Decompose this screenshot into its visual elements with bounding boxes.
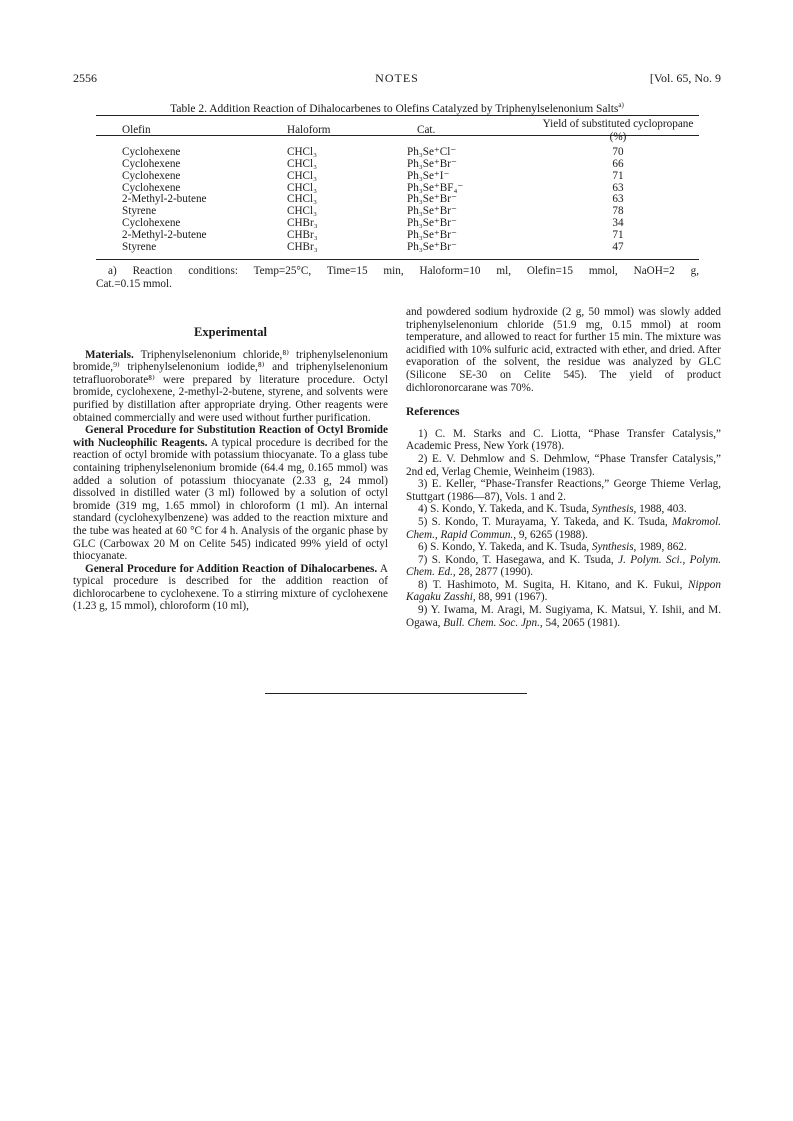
- reference-citation: 88, 991 (1967).: [475, 591, 548, 604]
- reference-journal: Synthesis,: [591, 503, 637, 516]
- cell-catalyst: Ph₃Se⁺Cl⁻: [407, 146, 457, 159]
- reference-citation: 9, 6265 (1988).: [516, 528, 588, 541]
- cell-yield: 63: [612, 193, 624, 206]
- reference-text: 4) S. Kondo, Y. Takeda, and K. Tsuda,: [418, 503, 592, 516]
- cell-yield: 66: [612, 157, 624, 170]
- cell-olefin: Cyclohexene: [122, 146, 181, 159]
- reference-item: [406, 579, 721, 604]
- cell-catalyst: Ph₃Se⁺BF₄⁻: [407, 181, 464, 194]
- table-row: [96, 171, 699, 183]
- table-caption-mark: a): [618, 101, 624, 109]
- reference-citation: 28, 2877 (1990).: [455, 566, 534, 579]
- running-header: [73, 72, 721, 88]
- substitution-text: A typical procedure is decribed for the reaction of octyl bromide with potassium thiocyanate. To a glass tube containing triphenylselenonium bromide (64.4 mg, 0.165 mmol) was added a solution of potassium thiocyanate (2.33 g, 24 mmol) dissolved in distilled water (3 ml) followed by a solution of octyl bromide (319 mg, 1.65 mmol) in chloroform (1 ml). An internal standard (cyclohexylbenzene) was added to the reaction mixture and the tube was heated at 60 °C for 4 h. Analysis of the organic phase by GLC (Carbowax 20 M on Celite 545) indicated 99% yield of octyl thiocyanate.: [73, 436, 388, 563]
- volume-info: [Vol. 65, No. 9: [649, 71, 721, 85]
- addition-paragraph: [73, 563, 388, 613]
- cell-catalyst: Ph₃Se⁺Br⁻: [407, 240, 457, 253]
- cell-olefin: 2-Methyl-2-butene: [122, 193, 207, 206]
- cell-catalyst: Ph₃Se⁺Br⁻: [407, 205, 457, 218]
- cell-olefin: Cyclohexene: [122, 181, 181, 194]
- reference-journal: Nippon Kagaku Zasshi,: [406, 578, 721, 604]
- cell-haloform: CHBr₃: [287, 240, 318, 253]
- column-header-catalyst: Cat.: [417, 124, 436, 137]
- reference-text: 1) C. M. Starks and C. Liotta, “Phase Transfer Catalysis,” Academic Press, New York (1978).: [406, 427, 721, 453]
- table-header-row: [96, 118, 699, 143]
- cell-catalyst: Ph₃Se⁺Br⁻: [407, 193, 457, 206]
- reference-item: [406, 503, 721, 516]
- table-top-rule: [96, 115, 699, 116]
- table-row: [96, 242, 699, 254]
- reference-item: [406, 554, 721, 579]
- reference-citation: 1988, 403.: [636, 503, 687, 516]
- reference-journal: Bull. Chem. Soc. Jpn.,: [443, 616, 543, 629]
- cell-haloform: CHBr₃: [287, 216, 318, 229]
- reference-item: [406, 541, 721, 554]
- cell-haloform: CHBr₃: [287, 228, 318, 241]
- table-row: [96, 143, 699, 159]
- cell-catalyst: Ph₃Se⁺Br⁻: [407, 216, 457, 229]
- cell-olefin: Styrene: [122, 205, 157, 218]
- reference-text: 3) E. Keller, “Phase-Transfer Reactions,” George Thieme Verlag, Stuttgart (1986—87), Vols. 1 and 2.: [406, 478, 721, 503]
- reference-citation: 54, 2065 (1981).: [542, 616, 621, 629]
- cell-yield: 34: [612, 216, 624, 229]
- table-footnote-line1: a) Reaction conditions: Temp=25°C, Time=15 min, Haloform=10 ml, Olefin=15 mmol, NaOH=2 g,: [108, 265, 699, 277]
- reference-text: 6) S. Kondo, Y. Takeda, and K. Tsuda,: [418, 541, 592, 554]
- cell-olefin: Styrene: [122, 240, 157, 253]
- table-row: [96, 194, 699, 206]
- addition-continued-paragraph: and powdered sodium hydroxide (2 g, 50 mmol) was slowly added triphenylselenonium chloride (51.9 mg, 0.15 mmol) at room temperature, and allowed to react for further 15 min. The mixture was acidified with 10% sulfuric acid, extracted with ether, and dried. After evaporation of the solvent, the residue was analyzed by GLC (Silicone SE-30 on Celite 545). The yield of product dichloronorcarane was 70%.: [406, 306, 721, 394]
- table-row: [96, 218, 699, 230]
- references-heading: References: [406, 406, 460, 419]
- reference-text: 9) Y. Iwama, M. Aragi, M. Sugiyama, K. Matsui, Y. Ishii, and M. Ogawa,: [406, 604, 721, 629]
- materials-text: Triphenylselenonium chloride,⁸⁾ triphenylselenonium bromide,⁹⁾ triphenylselenonium iodide,⁸⁾ and triphenylselenonium tetrafluoroborate⁸⁾ were prepared by literature procedure. Octyl bromide, cyclohexene, 2-methyl-2-butene, styrene, and solvents were purified by distillation after appropriate drying. Other reagents were obtained commercially and were used without further purification.: [73, 348, 388, 424]
- cell-haloform: CHCl₃: [287, 157, 318, 170]
- cell-yield: 78: [612, 205, 624, 218]
- cell-yield: 71: [612, 169, 624, 182]
- right-column: [406, 306, 721, 629]
- reference-journal: J. Polym. Sci., Polym. Chem. Ed.,: [406, 553, 722, 579]
- column-header-olefin: Olefin: [122, 124, 151, 137]
- reference-item: [406, 428, 721, 453]
- reference-list: [406, 428, 721, 630]
- addition-text: A typical procedure is described for the addition reaction of dichlorocarbene to cyclohexene. To a stirring mixture of cyclohexene (1.23 g, 15 mmol), chloroform (10 ml),: [73, 562, 388, 613]
- cell-yield: 70: [612, 146, 624, 159]
- reference-item: [406, 604, 721, 629]
- cell-haloform: CHCl₃: [287, 193, 318, 206]
- materials-label: Materials.: [85, 348, 134, 361]
- substitution-label: General Procedure for Substitution Reaction of Octyl Bromide with Nucleophilic Reagents.: [73, 424, 388, 449]
- cell-catalyst: Ph₃Se⁺Br⁻: [407, 228, 457, 241]
- cell-yield: 71: [612, 228, 624, 241]
- table-row: [96, 230, 699, 242]
- table-footnote-line2: Cat.=0.15 mmol.: [96, 277, 172, 290]
- reference-text: 5) S. Kondo, T. Murayama, Y. Takeda, and K. Tsuda,: [418, 515, 672, 528]
- cell-haloform: CHCl₃: [287, 146, 318, 159]
- reference-journal: Makromol. Chem., Rapid Commun.,: [406, 515, 721, 541]
- end-rule: [265, 693, 527, 694]
- substitution-paragraph: [73, 424, 388, 563]
- reference-item: [406, 478, 721, 503]
- reference-journal: Synthesis,: [591, 541, 637, 554]
- addition-label: General Procedure for Addition Reaction of Dihalocarbenes.: [85, 562, 378, 575]
- table-caption: [73, 99, 721, 115]
- experimental-heading: Experimental: [194, 325, 267, 339]
- cell-haloform: CHCl₃: [287, 169, 318, 182]
- table-row: [96, 159, 699, 171]
- cell-catalyst: Ph₃Se⁺Br⁻: [407, 157, 457, 170]
- cell-yield: 63: [612, 181, 624, 194]
- column-header-yield: Yield of substituted cyclopropane (%): [542, 118, 694, 143]
- reference-item: [406, 453, 721, 478]
- cell-haloform: CHCl₃: [287, 205, 318, 218]
- page-number: 2556: [73, 71, 97, 85]
- reference-text: 2) E. V. Dehmlow and S. Dehmlow, “Phase Transfer Catalysis,” 2nd ed, Verlag Chemie, Weinheim (1983).: [406, 452, 721, 478]
- cell-olefin: Cyclohexene: [122, 157, 181, 170]
- materials-paragraph: [73, 349, 388, 425]
- section-title: NOTES: [375, 71, 419, 85]
- table-caption-text: Table 2. Addition Reaction of Dihalocarbenes to Olefins Catalyzed by Triphenylselenonium Salts: [170, 102, 619, 115]
- reference-item: [406, 516, 721, 541]
- table-bottom-rule: [96, 259, 699, 260]
- left-column: [73, 306, 388, 613]
- data-table: [96, 118, 699, 253]
- reference-citation: 1989, 862.: [636, 541, 687, 554]
- table-row: [96, 206, 699, 218]
- cell-olefin: Cyclohexene: [122, 169, 181, 182]
- column-header-haloform: Haloform: [287, 124, 331, 137]
- cell-yield: 47: [612, 240, 624, 253]
- reference-text: 8) T. Hashimoto, M. Sugita, H. Kitano, and K. Fukui,: [418, 578, 689, 591]
- cell-catalyst: Ph₃Se⁺I⁻: [407, 169, 450, 182]
- table-footnote: [96, 265, 699, 290]
- cell-olefin: Cyclohexene: [122, 216, 181, 229]
- reference-text: 7) S. Kondo, T. Hasegawa, and K. Tsuda,: [418, 553, 619, 566]
- cell-olefin: 2-Methyl-2-butene: [122, 228, 207, 241]
- cell-haloform: CHCl₃: [287, 181, 318, 194]
